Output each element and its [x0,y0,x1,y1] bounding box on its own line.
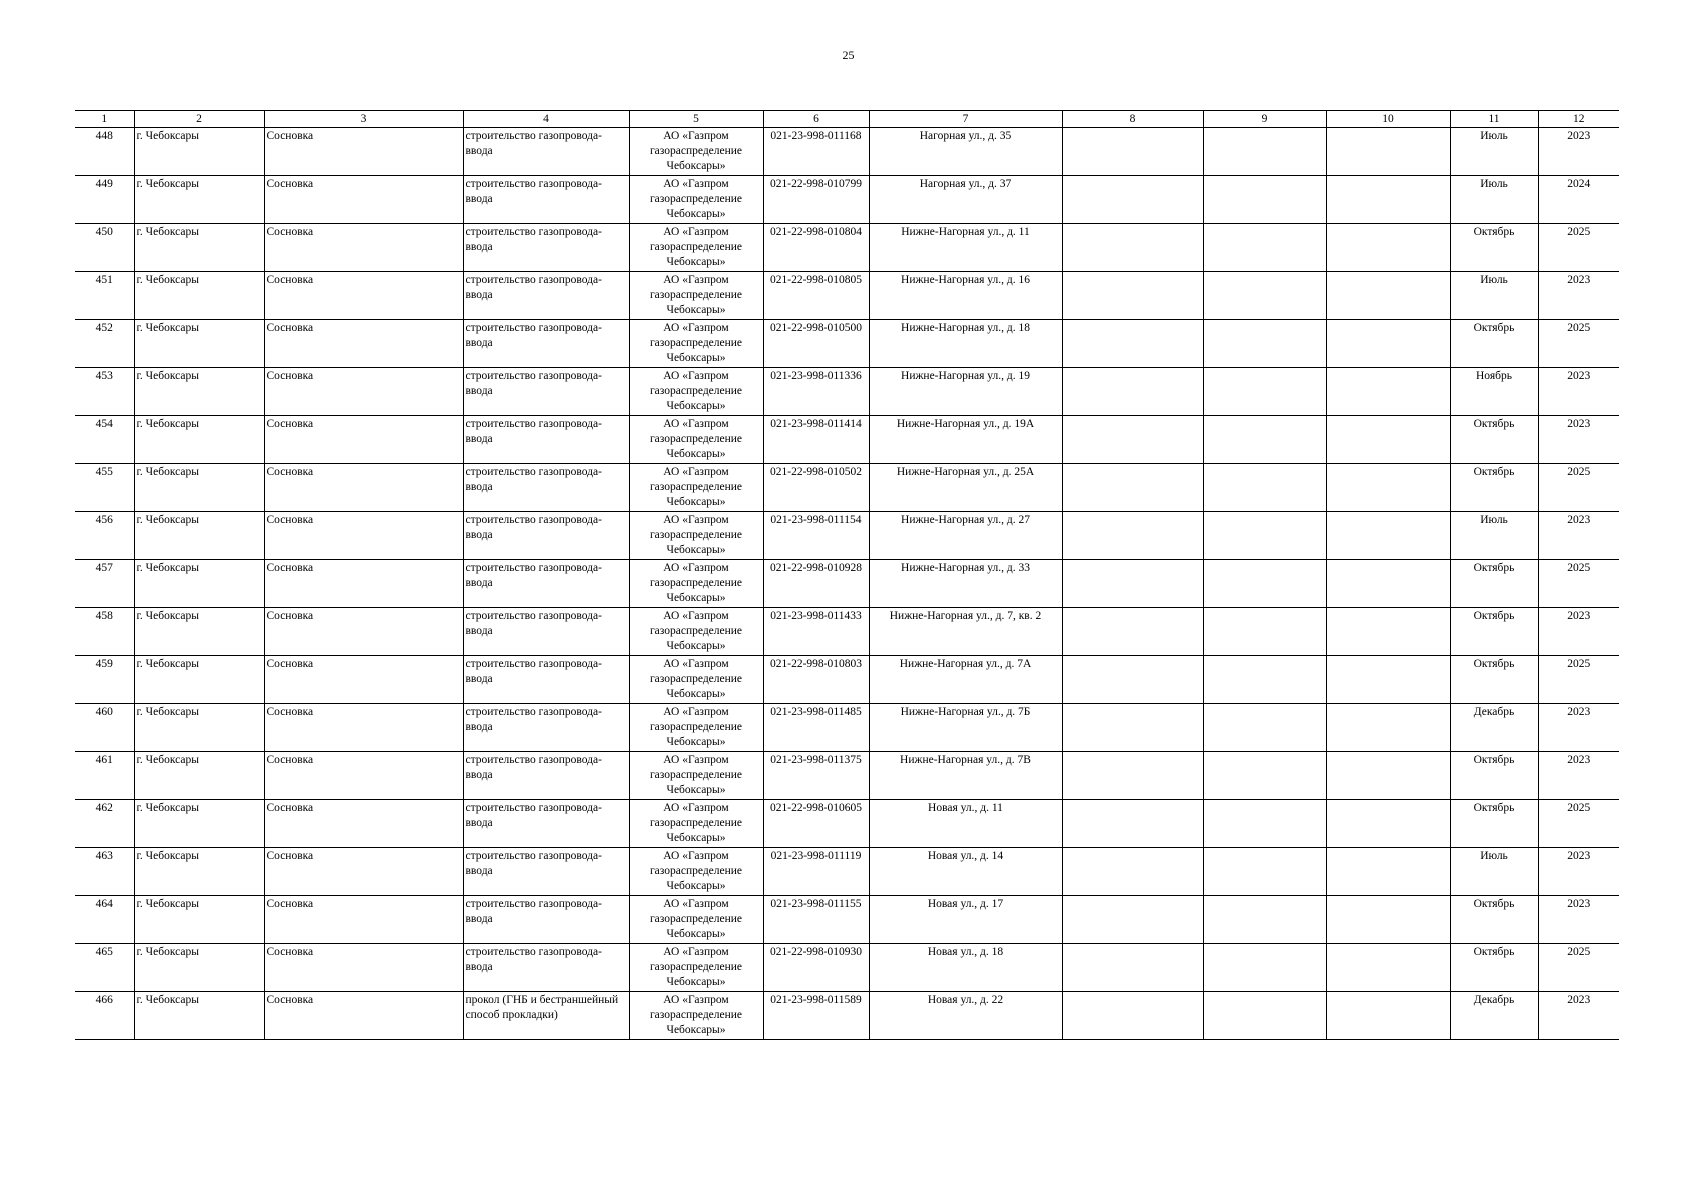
district-cell: Сосновка [264,272,463,320]
address-cell: Нижне-Нагорная ул., д. 7Б [869,704,1062,752]
row-number: 448 [75,128,134,176]
address-cell: Нижне-Нагорная ул., д. 11 [869,224,1062,272]
column-8-cell [1062,224,1203,272]
column-9-cell [1203,704,1326,752]
work-type-cell: строительство газопровода-ввода [463,176,629,224]
address-cell: Нагорная ул., д. 35 [869,128,1062,176]
address-cell: Новая ул., д. 18 [869,944,1062,992]
year-cell: 2023 [1538,704,1619,752]
column-9-cell [1203,656,1326,704]
row-number: 449 [75,176,134,224]
column-8-cell [1062,416,1203,464]
row-number: 460 [75,704,134,752]
row-number: 466 [75,992,134,1040]
code-cell: 021-22-998-010804 [763,224,869,272]
column-9-cell [1203,608,1326,656]
district-cell: Сосновка [264,896,463,944]
year-cell: 2023 [1538,848,1619,896]
table-row [75,416,1619,464]
work-type-cell: строительство газопровода-ввода [463,608,629,656]
column-10-cell [1326,368,1450,416]
code-cell: 021-22-998-010805 [763,272,869,320]
column-10-cell [1326,944,1450,992]
column-9-cell [1203,896,1326,944]
district-cell: Сосновка [264,752,463,800]
city-cell: г. Чебоксары [134,368,264,416]
month-cell: Октябрь [1450,800,1538,848]
year-cell: 2025 [1538,464,1619,512]
row-number: 455 [75,464,134,512]
row-number: 464 [75,896,134,944]
district-cell: Сосновка [264,704,463,752]
city-cell: г. Чебоксары [134,800,264,848]
table-row [75,176,1619,224]
city-cell: г. Чебоксары [134,224,264,272]
code-cell: 021-23-998-011433 [763,608,869,656]
column-8-cell [1062,272,1203,320]
district-cell: Сосновка [264,848,463,896]
row-number: 450 [75,224,134,272]
column-9-cell [1203,368,1326,416]
row-number: 451 [75,272,134,320]
year-cell: 2023 [1538,272,1619,320]
city-cell: г. Чебоксары [134,752,264,800]
column-10-cell [1326,656,1450,704]
organization-cell: АО «Газпром газораспределение Чебоксары» [629,368,763,416]
column-10-cell [1326,224,1450,272]
column-10-cell [1326,416,1450,464]
district-cell: Сосновка [264,608,463,656]
row-number: 459 [75,656,134,704]
column-8-cell [1062,320,1203,368]
city-cell: г. Чебоксары [134,128,264,176]
column-8-cell [1062,752,1203,800]
row-number: 456 [75,512,134,560]
month-cell: Июль [1450,128,1538,176]
address-cell: Новая ул., д. 14 [869,848,1062,896]
column-9-cell [1203,944,1326,992]
year-cell: 2023 [1538,368,1619,416]
row-number: 463 [75,848,134,896]
year-cell: 2023 [1538,416,1619,464]
address-cell: Нижне-Нагорная ул., д. 7, кв. 2 [869,608,1062,656]
column-10-cell [1326,272,1450,320]
work-type-cell: строительство газопровода-ввода [463,272,629,320]
table-row [75,656,1619,704]
year-cell: 2023 [1538,752,1619,800]
city-cell: г. Чебоксары [134,704,264,752]
table-row [75,608,1619,656]
organization-cell: АО «Газпром газораспределение Чебоксары» [629,128,763,176]
row-number: 457 [75,560,134,608]
year-cell: 2025 [1538,560,1619,608]
column-8-cell [1062,656,1203,704]
district-cell: Сосновка [264,176,463,224]
year-cell: 2024 [1538,176,1619,224]
work-type-cell: строительство газопровода-ввода [463,896,629,944]
address-cell: Нагорная ул., д. 37 [869,176,1062,224]
column-header: 2 [134,111,264,128]
column-header: 3 [264,111,463,128]
code-cell: 021-22-998-010803 [763,656,869,704]
district-cell: Сосновка [264,416,463,464]
column-10-cell [1326,128,1450,176]
column-8-cell [1062,368,1203,416]
table-row [75,848,1619,896]
column-9-cell [1203,752,1326,800]
address-cell: Нижне-Нагорная ул., д. 19 [869,368,1062,416]
code-cell: 021-23-998-011154 [763,512,869,560]
address-cell: Новая ул., д. 22 [869,992,1062,1040]
month-cell: Октябрь [1450,656,1538,704]
month-cell: Июль [1450,272,1538,320]
city-cell: г. Чебоксары [134,272,264,320]
column-9-cell [1203,272,1326,320]
city-cell: г. Чебоксары [134,848,264,896]
year-cell: 2023 [1538,608,1619,656]
city-cell: г. Чебоксары [134,512,264,560]
organization-cell: АО «Газпром газораспределение Чебоксары» [629,704,763,752]
code-cell: 021-23-998-011336 [763,368,869,416]
column-8-cell [1062,560,1203,608]
district-cell: Сосновка [264,656,463,704]
column-10-cell [1326,848,1450,896]
column-9-cell [1203,320,1326,368]
work-type-cell: строительство газопровода-ввода [463,944,629,992]
column-header: 6 [763,111,869,128]
organization-cell: АО «Газпром газораспределение Чебоксары» [629,512,763,560]
code-cell: 021-22-998-010500 [763,320,869,368]
district-cell: Сосновка [264,368,463,416]
page-number: 25 [842,48,855,62]
work-type-cell: строительство газопровода-ввода [463,320,629,368]
table-row [75,800,1619,848]
column-10-cell [1326,176,1450,224]
month-cell: Октябрь [1450,944,1538,992]
work-type-cell: строительство газопровода-ввода [463,368,629,416]
table-body [75,128,1619,1040]
organization-cell: АО «Газпром газораспределение Чебоксары» [629,800,763,848]
column-header: 8 [1062,111,1203,128]
work-type-cell: строительство газопровода-ввода [463,560,629,608]
organization-cell: АО «Газпром газораспределение Чебоксары» [629,272,763,320]
row-number: 454 [75,416,134,464]
organization-cell: АО «Газпром газораспределение Чебоксары» [629,560,763,608]
column-8-cell [1062,704,1203,752]
work-type-cell: строительство газопровода-ввода [463,704,629,752]
month-cell: Июль [1450,848,1538,896]
column-8-cell [1062,896,1203,944]
table-row [75,224,1619,272]
column-9-cell [1203,464,1326,512]
column-9-cell [1203,992,1326,1040]
code-cell: 021-23-998-011168 [763,128,869,176]
organization-cell: АО «Газпром газораспределение Чебоксары» [629,224,763,272]
column-header: 1 [75,111,134,128]
address-cell: Нижне-Нагорная ул., д. 18 [869,320,1062,368]
district-cell: Сосновка [264,128,463,176]
year-cell: 2025 [1538,800,1619,848]
column-8-cell [1062,848,1203,896]
month-cell: Июль [1450,512,1538,560]
organization-cell: АО «Газпром газораспределение Чебоксары» [629,896,763,944]
work-type-cell: строительство газопровода-ввода [463,224,629,272]
column-9-cell [1203,416,1326,464]
district-cell: Сосновка [264,944,463,992]
year-cell: 2025 [1538,320,1619,368]
address-cell: Нижне-Нагорная ул., д. 7А [869,656,1062,704]
address-cell: Новая ул., д. 11 [869,800,1062,848]
year-cell: 2025 [1538,944,1619,992]
column-9-cell [1203,176,1326,224]
table-row [75,704,1619,752]
address-cell: Нижне-Нагорная ул., д. 19А [869,416,1062,464]
row-number: 462 [75,800,134,848]
column-8-cell [1062,800,1203,848]
column-header: 10 [1326,111,1450,128]
column-number-row [75,111,1619,128]
city-cell: г. Чебоксары [134,560,264,608]
row-number: 461 [75,752,134,800]
work-type-cell: строительство газопровода-ввода [463,128,629,176]
city-cell: г. Чебоксары [134,416,264,464]
work-type-cell: строительство газопровода-ввода [463,800,629,848]
table-row [75,752,1619,800]
work-type-cell: строительство газопровода-ввода [463,512,629,560]
organization-cell: АО «Газпром газораспределение Чебоксары» [629,608,763,656]
city-cell: г. Чебоксары [134,656,264,704]
code-cell: 021-23-998-011589 [763,992,869,1040]
year-cell: 2023 [1538,128,1619,176]
column-10-cell [1326,560,1450,608]
district-cell: Сосновка [264,224,463,272]
organization-cell: АО «Газпром газораспределение Чебоксары» [629,992,763,1040]
month-cell: Октябрь [1450,416,1538,464]
column-10-cell [1326,752,1450,800]
organization-cell: АО «Газпром газораспределение Чебоксары» [629,416,763,464]
city-cell: г. Чебоксары [134,176,264,224]
address-cell: Нижне-Нагорная ул., д. 33 [869,560,1062,608]
city-cell: г. Чебоксары [134,944,264,992]
organization-cell: АО «Газпром газораспределение Чебоксары» [629,320,763,368]
month-cell: Октябрь [1450,752,1538,800]
register-table [75,110,1619,1040]
row-number: 458 [75,608,134,656]
month-cell: Октябрь [1450,608,1538,656]
address-cell: Нижне-Нагорная ул., д. 7В [869,752,1062,800]
city-cell: г. Чебоксары [134,320,264,368]
work-type-cell: строительство газопровода-ввода [463,416,629,464]
column-9-cell [1203,224,1326,272]
code-cell: 021-22-998-010930 [763,944,869,992]
district-cell: Сосновка [264,992,463,1040]
district-cell: Сосновка [264,320,463,368]
year-cell: 2025 [1538,656,1619,704]
table-row [75,560,1619,608]
column-header: 12 [1538,111,1619,128]
column-header: 7 [869,111,1062,128]
year-cell: 2023 [1538,992,1619,1040]
column-9-cell [1203,848,1326,896]
column-8-cell [1062,128,1203,176]
column-8-cell [1062,944,1203,992]
city-cell: г. Чебоксары [134,896,264,944]
column-8-cell [1062,464,1203,512]
month-cell: Июль [1450,176,1538,224]
year-cell: 2023 [1538,512,1619,560]
district-cell: Сосновка [264,800,463,848]
month-cell: Ноябрь [1450,368,1538,416]
organization-cell: АО «Газпром газораспределение Чебоксары» [629,176,763,224]
organization-cell: АО «Газпром газораспределение Чебоксары» [629,656,763,704]
organization-cell: АО «Газпром газораспределение Чебоксары» [629,944,763,992]
code-cell: 021-22-998-010928 [763,560,869,608]
year-cell: 2023 [1538,896,1619,944]
table-row [75,464,1619,512]
column-9-cell [1203,128,1326,176]
address-cell: Нижне-Нагорная ул., д. 16 [869,272,1062,320]
address-cell: Новая ул., д. 17 [869,896,1062,944]
column-10-cell [1326,992,1450,1040]
column-header: 11 [1450,111,1538,128]
column-10-cell [1326,320,1450,368]
column-header: 4 [463,111,629,128]
table-row [75,368,1619,416]
row-number: 453 [75,368,134,416]
code-cell: 021-22-998-010799 [763,176,869,224]
work-type-cell: прокол (ГНБ и бестраншейный способ прокладки) [463,992,629,1040]
column-8-cell [1062,176,1203,224]
code-cell: 021-23-998-011485 [763,704,869,752]
table-row [75,128,1619,176]
row-number: 465 [75,944,134,992]
year-cell: 2025 [1538,224,1619,272]
address-cell: Нижне-Нагорная ул., д. 27 [869,512,1062,560]
code-cell: 021-23-998-011414 [763,416,869,464]
month-cell: Октябрь [1450,560,1538,608]
column-header: 5 [629,111,763,128]
work-type-cell: строительство газопровода-ввода [463,464,629,512]
district-cell: Сосновка [264,560,463,608]
row-number: 452 [75,320,134,368]
organization-cell: АО «Газпром газораспределение Чебоксары» [629,752,763,800]
code-cell: 021-23-998-011155 [763,896,869,944]
table-row [75,896,1619,944]
table-row [75,992,1619,1040]
column-header: 9 [1203,111,1326,128]
column-9-cell [1203,512,1326,560]
table-row [75,944,1619,992]
city-cell: г. Чебоксары [134,464,264,512]
column-8-cell [1062,992,1203,1040]
column-10-cell [1326,608,1450,656]
district-cell: Сосновка [264,464,463,512]
table-row [75,272,1619,320]
column-10-cell [1326,896,1450,944]
city-cell: г. Чебоксары [134,992,264,1040]
code-cell: 021-22-998-010502 [763,464,869,512]
month-cell: Октябрь [1450,320,1538,368]
column-9-cell [1203,800,1326,848]
column-8-cell [1062,512,1203,560]
organization-cell: АО «Газпром газораспределение Чебоксары» [629,848,763,896]
district-cell: Сосновка [264,512,463,560]
column-8-cell [1062,608,1203,656]
table-row [75,320,1619,368]
work-type-cell: строительство газопровода-ввода [463,848,629,896]
city-cell: г. Чебоксары [134,608,264,656]
month-cell: Декабрь [1450,704,1538,752]
organization-cell: АО «Газпром газораспределение Чебоксары» [629,464,763,512]
month-cell: Октябрь [1450,224,1538,272]
work-type-cell: строительство газопровода-ввода [463,656,629,704]
column-10-cell [1326,800,1450,848]
table-row [75,512,1619,560]
column-10-cell [1326,512,1450,560]
code-cell: 021-23-998-011119 [763,848,869,896]
work-type-cell: строительство газопровода-ввода [463,752,629,800]
column-9-cell [1203,560,1326,608]
code-cell: 021-22-998-010605 [763,800,869,848]
column-10-cell [1326,704,1450,752]
address-cell: Нижне-Нагорная ул., д. 25А [869,464,1062,512]
column-10-cell [1326,464,1450,512]
month-cell: Октябрь [1450,896,1538,944]
month-cell: Октябрь [1450,464,1538,512]
month-cell: Декабрь [1450,992,1538,1040]
code-cell: 021-23-998-011375 [763,752,869,800]
